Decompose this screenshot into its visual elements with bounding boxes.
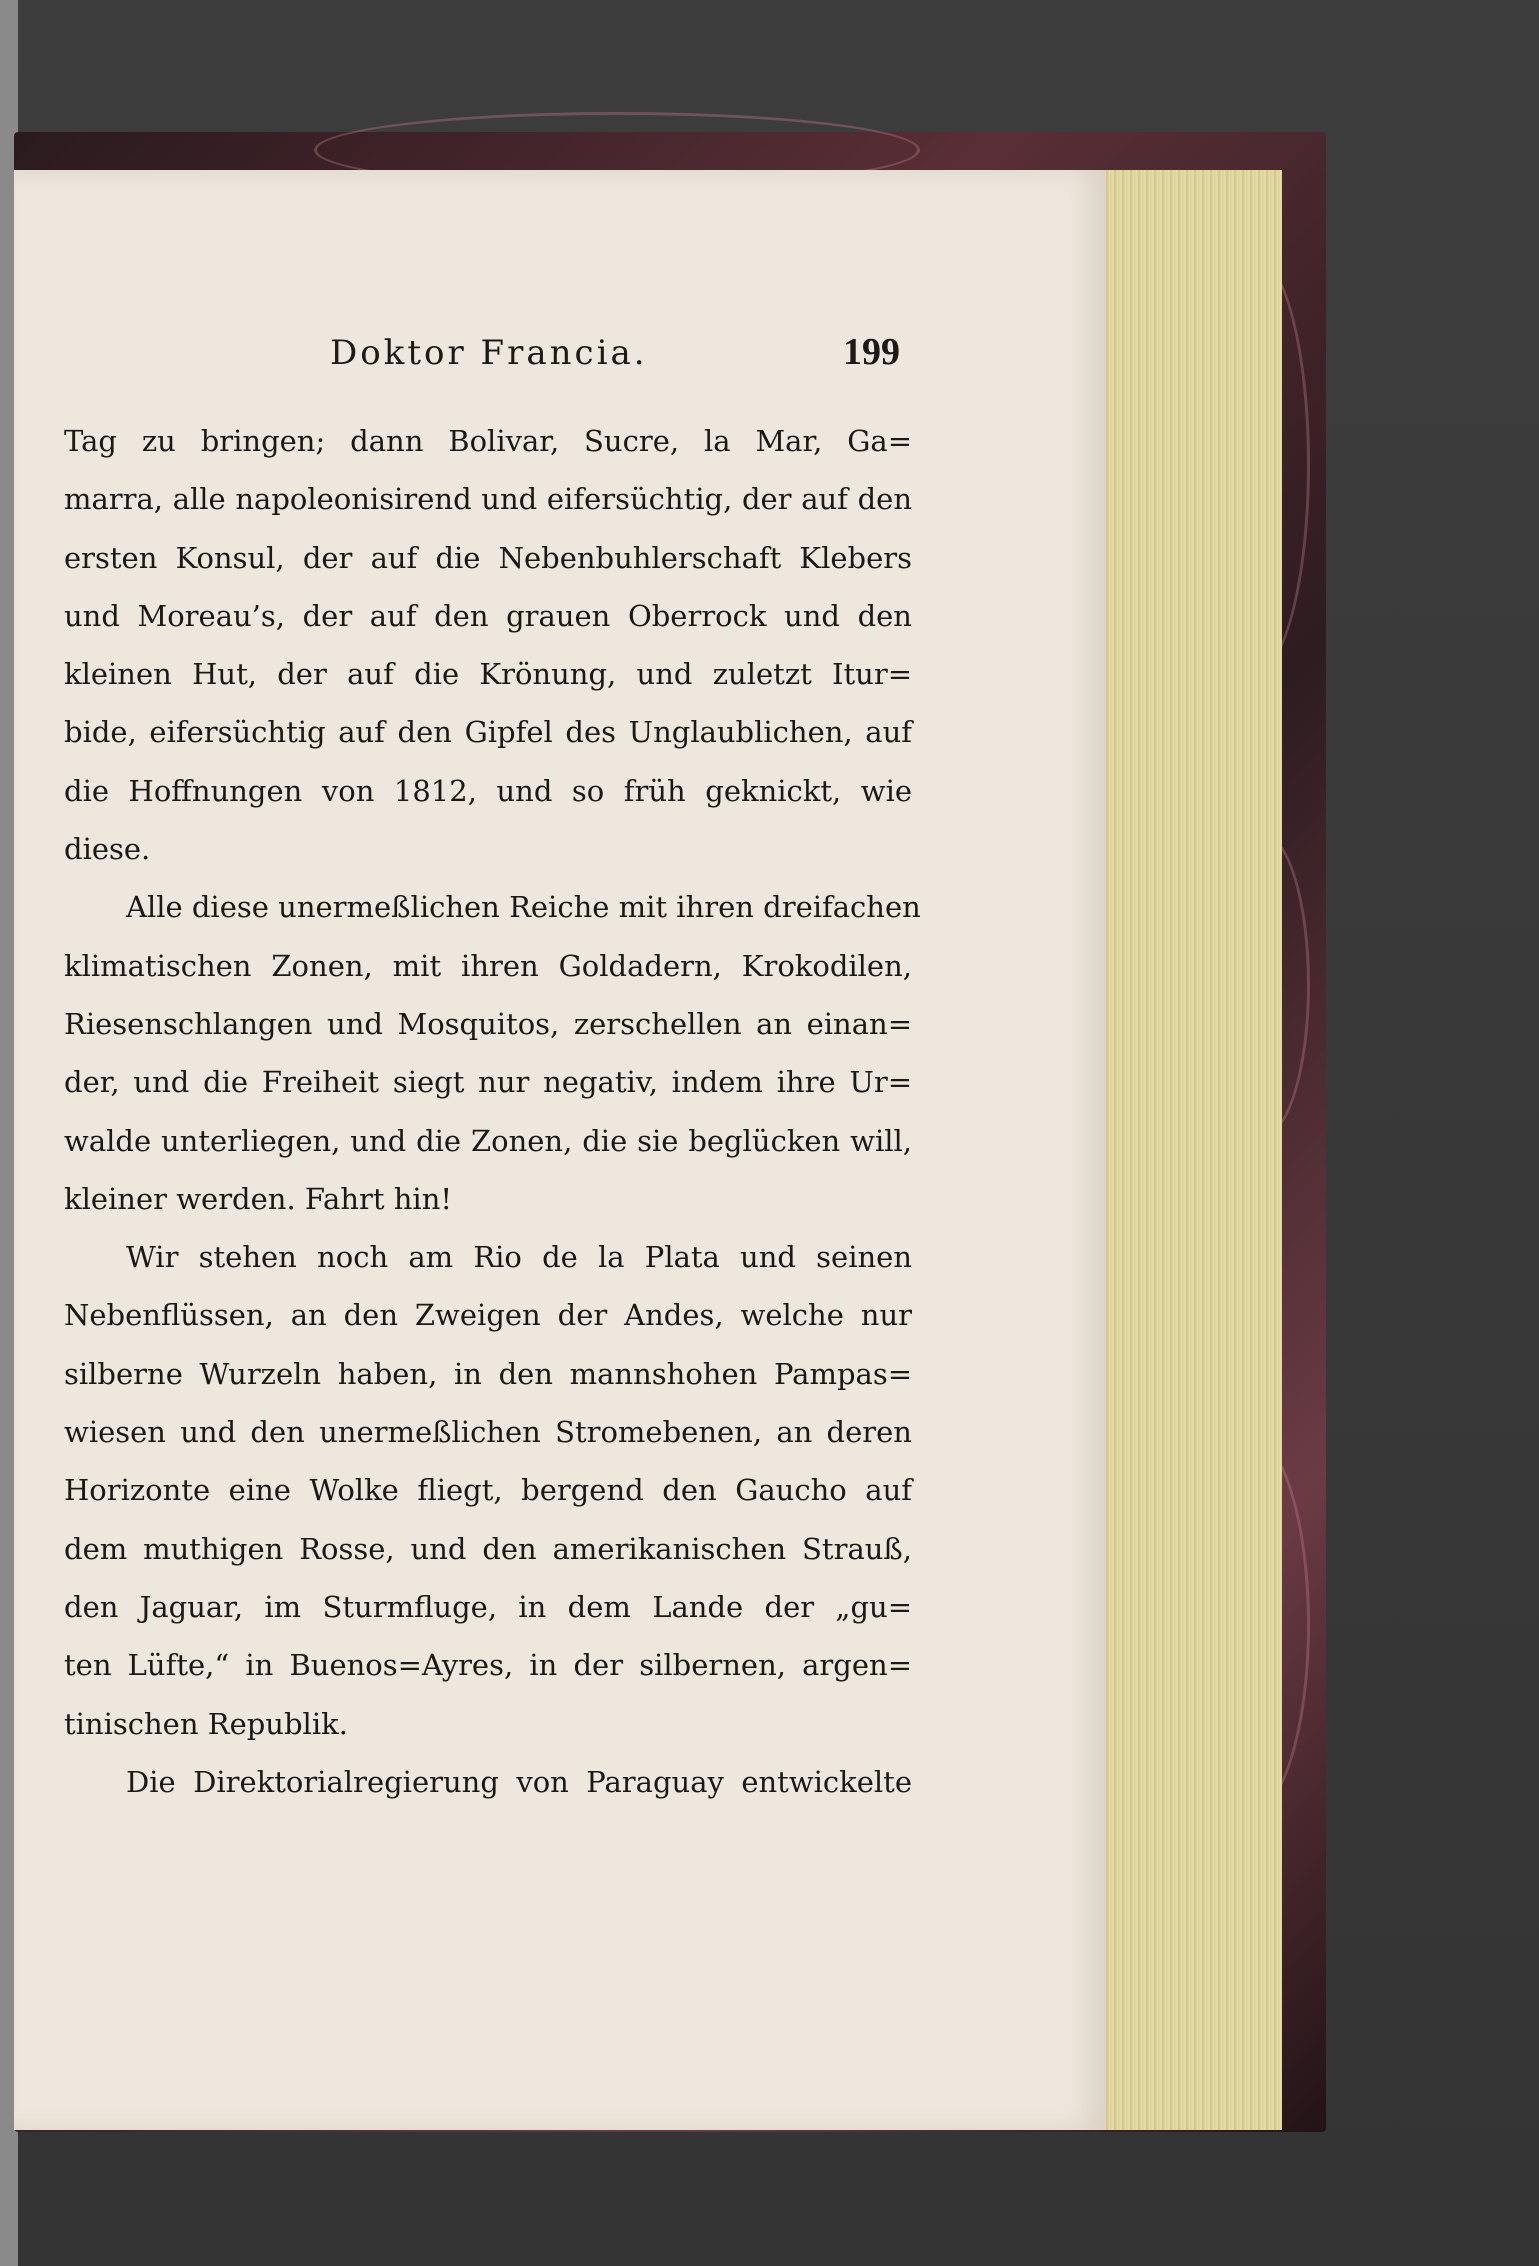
text-line: und Moreau’s, der auf den grauen Oberrock und den xyxy=(64,598,912,633)
text-line: Riesenschlangen und Mosquitos, zerschellen an einan= xyxy=(64,1006,912,1041)
text-line: Alle diese unermeßlichen Reiche mit ihren dreifachen xyxy=(126,890,921,925)
text-line: ten Lüfte,“ in Buenos=Ayres, in der silbernen, argen= xyxy=(64,1648,912,1683)
text-line: Wir stehen noch am Rio de la Plata und seinen xyxy=(126,1240,912,1275)
text-line: der, und die Freiheit siegt nur negativ, indem ihre Ur= xyxy=(64,1065,912,1100)
text-line: die Hoffnungen von 1812, und so früh geknickt, wie xyxy=(64,773,912,808)
text-line: Tag zu bringen; dann Bolivar, Sucre, la Mar, Ga= xyxy=(64,424,912,458)
text-line: tinischen Republik. xyxy=(64,1706,348,1741)
page-number: 199 xyxy=(843,331,900,373)
body-text xyxy=(64,412,921,1811)
running-head-title: Doktor Francia. xyxy=(330,333,648,373)
text-line: Horizonte eine Wolke fliegt, bergend den Gaucho auf xyxy=(64,1473,912,1508)
text-line: silberne Wurzeln haben, in den mannshohen Pampas= xyxy=(64,1356,912,1391)
text-line: Nebenflüssen, an den Zweigen der Andes, welche nur xyxy=(64,1298,912,1333)
text-line: kleinen Hut, der auf die Krönung, und zuletzt Itur= xyxy=(64,657,912,692)
text-line: ersten Konsul, der auf die Nebenbuhlerschaft Klebers xyxy=(64,540,912,575)
text-line: diese. xyxy=(64,832,151,867)
running-head xyxy=(330,330,900,380)
text-line: bide, eifersüchtig auf den Gipfel des Unglaublichen, auf xyxy=(64,715,912,750)
text-line: walde unterliegen, und die Zonen, die sie beglücken will, xyxy=(64,1123,912,1158)
text-line: Die Direktorialregierung von Paraguay entwickelte xyxy=(126,1764,912,1799)
text-line: den Jaguar, im Sturmfluge, in dem Lande der „gu= xyxy=(64,1589,912,1624)
text-line: klimatischen Zonen, mit ihren Goldadern, Krokodilen, xyxy=(64,948,912,983)
page-edges xyxy=(1100,170,1282,2130)
text-line: kleiner werden. Fahrt hin! xyxy=(64,1181,453,1216)
text-line: wiesen und den unermeßlichen Stromebenen, an deren xyxy=(64,1415,912,1450)
text-line: marra, alle napoleonisirend und eifersüchtig, der auf den xyxy=(64,482,912,517)
text-line: dem muthigen Rosse, und den amerikanischen Strauß, xyxy=(64,1531,912,1566)
